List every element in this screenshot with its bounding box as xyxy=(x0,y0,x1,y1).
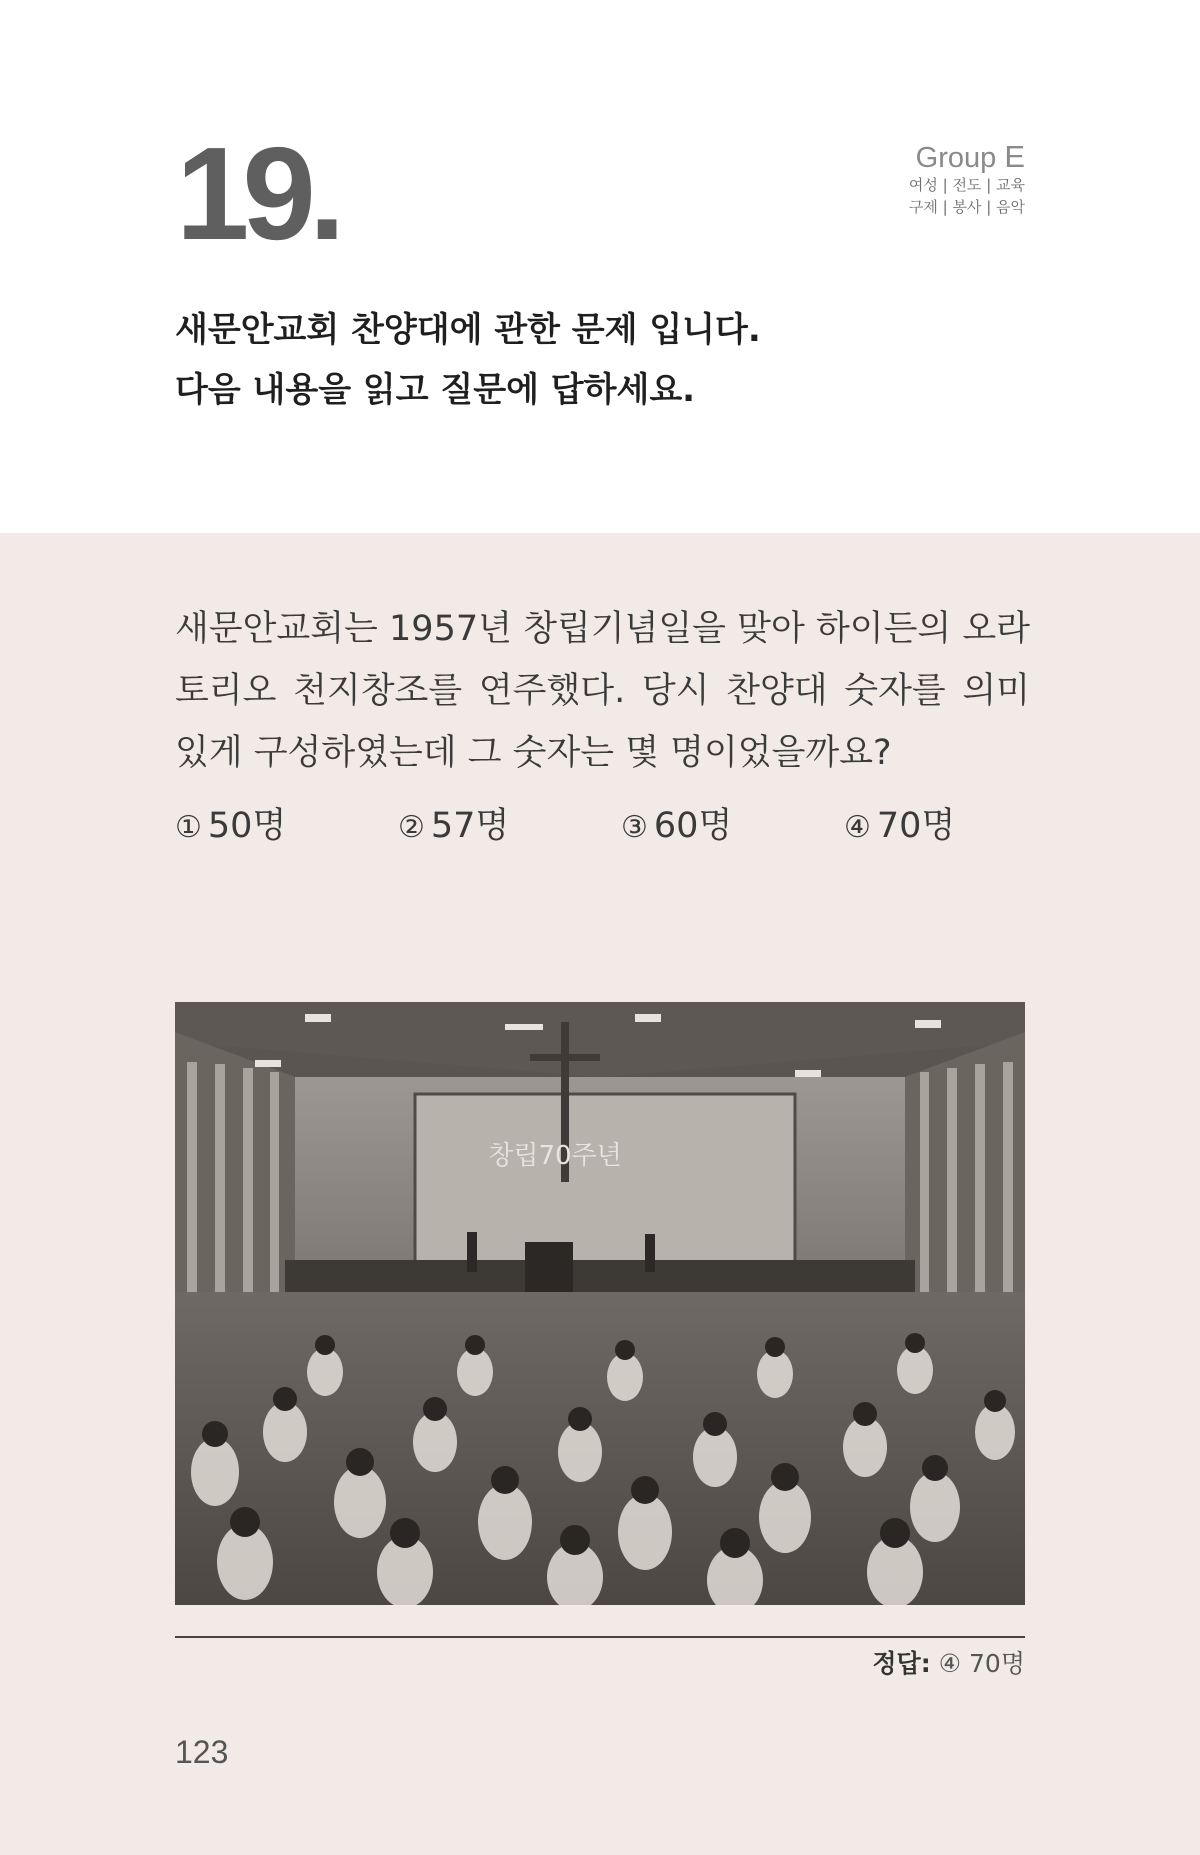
option-2[interactable] xyxy=(398,798,509,848)
answer-value: ④ 70명 xyxy=(938,1649,1025,1678)
group-categories-2: 구제 | 봉사 | 음악 xyxy=(908,197,1025,216)
church-photo-illustration xyxy=(175,1002,1025,1605)
group-label xyxy=(909,140,1025,218)
answer-label: 정답: xyxy=(872,1649,931,1678)
option-3[interactable] xyxy=(621,798,732,848)
answer-line xyxy=(872,1644,1025,1680)
group-letter: E xyxy=(1004,139,1025,174)
option-4-label: 70명 xyxy=(876,806,956,846)
group-categories-1: 여성 | 전도 | 교육 xyxy=(908,175,1025,194)
option-4[interactable] xyxy=(844,798,955,848)
answer-divider xyxy=(175,1636,1025,1638)
historical-church-photo xyxy=(175,1002,1025,1605)
group-title-text: Group xyxy=(915,142,997,174)
option-1-mark: ① xyxy=(175,810,202,845)
anniversary-banner: 창립70주년 xyxy=(488,1141,622,1171)
page-number: 123 xyxy=(175,1734,229,1770)
option-1[interactable] xyxy=(175,798,286,848)
option-1-label: 50명 xyxy=(207,806,287,846)
option-3-label: 60명 xyxy=(653,806,733,846)
option-3-mark: ③ xyxy=(621,810,648,845)
option-4-mark: ④ xyxy=(844,810,871,845)
heading-line-2: 다음 내용을 읽고 질문에 답하세요. xyxy=(175,370,696,410)
option-2-label: 57명 xyxy=(430,806,510,846)
question-text: 새문안교회는 1957년 창립기념일을 맞아 하이든의 오라토리오 천지창조를 연주했다. 당시 찬양대 숫자를 의미있게 구성하였는데 그 숫자는 몇 명이었을까요? xyxy=(175,609,1030,773)
answer-options xyxy=(175,798,1075,848)
group-title xyxy=(909,140,1025,175)
question-heading xyxy=(175,300,761,420)
option-2-mark: ② xyxy=(398,810,425,845)
question-number: 19. xyxy=(176,120,339,267)
heading-line-1: 새문안교회 찬양대에 관한 문제 입니다. xyxy=(175,310,761,350)
